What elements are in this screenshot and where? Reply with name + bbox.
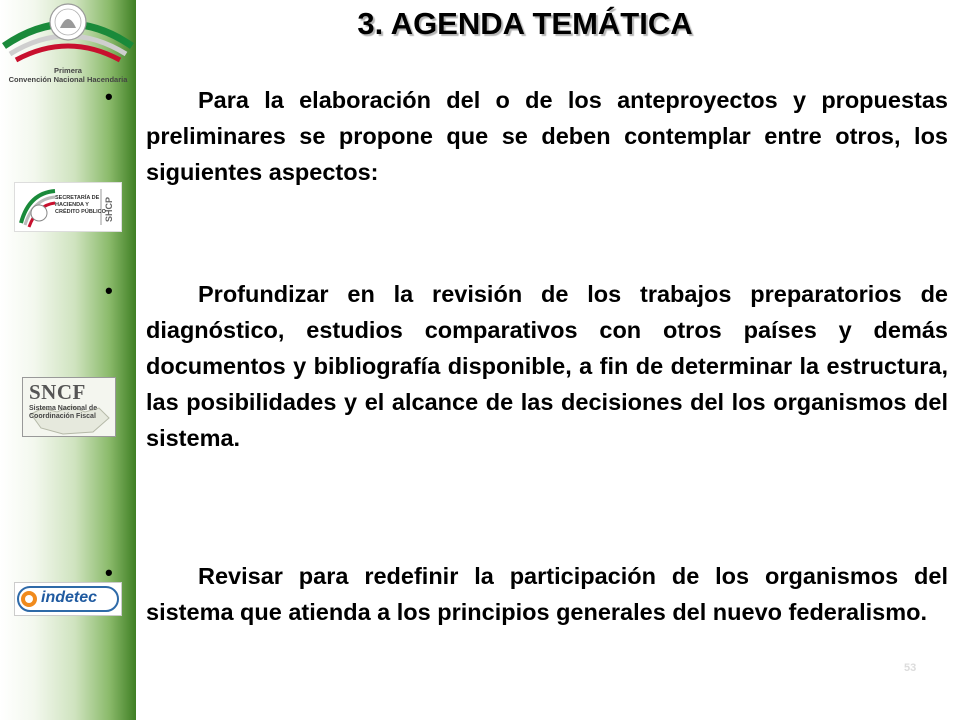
logo-caption-line2: Convención Nacional Hacendaria	[8, 75, 128, 84]
sncf-subtitle-line1: Sistema Nacional de	[29, 405, 98, 412]
convention-logo	[0, 0, 136, 86]
paragraph-2-text: Profundizar en la revisión de los trabajos preparatorios de diagnóstico, estudios comparativos con otros países y demás documentos y bibliografía disponible, a fin de determinar la estructura, las posibilidades y el alcance de las decisiones del los organismos del sistema.	[146, 281, 948, 451]
mexico-seal-icon	[0, 0, 136, 66]
paragraph-2	[146, 276, 948, 456]
shcp-tag: SHCP	[104, 197, 114, 223]
shcp-line1: SECRETARÍA DE	[55, 195, 100, 201]
indetec-text: indetec	[41, 589, 98, 606]
sncf-subtitle-line2: Coordinación Fiscal	[29, 413, 96, 420]
shcp-logo	[14, 182, 122, 232]
page-number: 53	[904, 662, 917, 674]
page-title: 3. AGENDA TEMÁTICA	[357, 6, 693, 41]
paragraph-1-text: Para la elaboración del o de los anteproyectos y propuestas preliminares se propone que se deben contemplar entre otros, los siguientes aspectos:	[146, 87, 948, 185]
bullet-2: •	[105, 278, 113, 303]
paragraph-3-text: Revisar para redefinir la participación de los organismos del sistema que atienda a los principios generales del nuevo federalismo.	[146, 563, 948, 625]
indetec-logo	[14, 582, 122, 616]
bullet-3: •	[105, 560, 113, 585]
paragraph-1	[146, 82, 948, 190]
sncf-logo	[22, 377, 116, 437]
sncf-title: SNCF	[29, 380, 86, 404]
shcp-line3: CRÉDITO PÚBLICO	[55, 209, 106, 215]
bullet-1: •	[105, 84, 113, 109]
shcp-line2: HACIENDA Y	[55, 202, 89, 208]
paragraph-3	[146, 558, 948, 630]
logo-caption-line1: Primera	[54, 66, 82, 75]
